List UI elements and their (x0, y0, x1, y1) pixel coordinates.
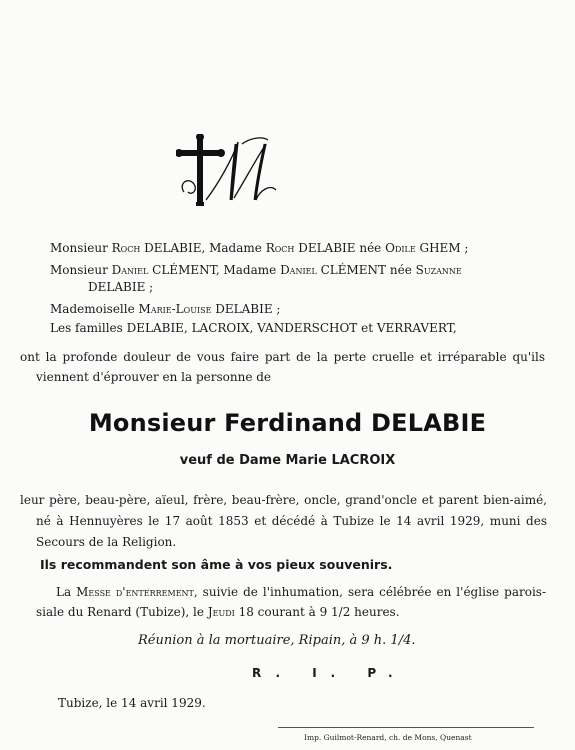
family-line-2-continued: DELABIE ; (88, 280, 154, 294)
family-line-3: Mademoiselle Marie-Louise DELABIE ; (50, 302, 281, 316)
family-line-1: Monsieur Roch DELABIE, Madame Roch DELABIE née Odile GHEM ; (50, 241, 469, 255)
details-line-1: leur père, beau-père, aïeul, frère, beau-frère, oncle, grand'oncle et parent bien-aimé, (20, 493, 547, 507)
printer-divider (278, 727, 534, 728)
mass-line-1: La Messe d'enterrement, suivie de l'inhumation, sera célébrée en l'église parois- (56, 585, 546, 599)
mass-line-2: siale du Renard (Tubize), le Jeudi 18 courant à 9 1/2 heures. (36, 605, 400, 619)
spouse-line: veuf de Dame Marie LACROIX (179, 453, 396, 468)
printer-imprint: Imp. Guilmot-Renard, ch. de Mons, Quenast (304, 733, 472, 742)
cross-icon (176, 134, 286, 210)
family-line-4: Les familles DELABIE, LACROIX, VANDERSCHOT et VERRAVERT, (50, 321, 457, 335)
family-line-2: Monsieur Daniel CLÉMENT, Madame Daniel CLÉMENT née Suzanne (50, 263, 462, 277)
reunion-line: Réunion à la mortuaire, Ripain, à 9 h. 1/4. (138, 633, 416, 648)
commendation: Ils recommandent son âme à vos pieux souvenirs. (40, 557, 393, 572)
cross-monogram-emblem (176, 134, 286, 210)
details-line-3: Secours de la Religion. (36, 535, 177, 549)
place-date: Tubize, le 14 avril 1929. (58, 696, 206, 710)
rip-line: R. I. P. (252, 666, 407, 680)
deceased-name: Monsieur Ferdinand DELABIE (88, 409, 487, 437)
details-line-2: né à Hennuyères le 17 août 1853 et décédé à Tubize le 14 avril 1929, muni des (36, 514, 547, 528)
message-line-2: viennent d'éprouver en la personne de (36, 370, 272, 384)
message-line-1: ont la profonde douleur de vous faire part de la perte cruelle et irréparable qu'ils (20, 350, 545, 364)
